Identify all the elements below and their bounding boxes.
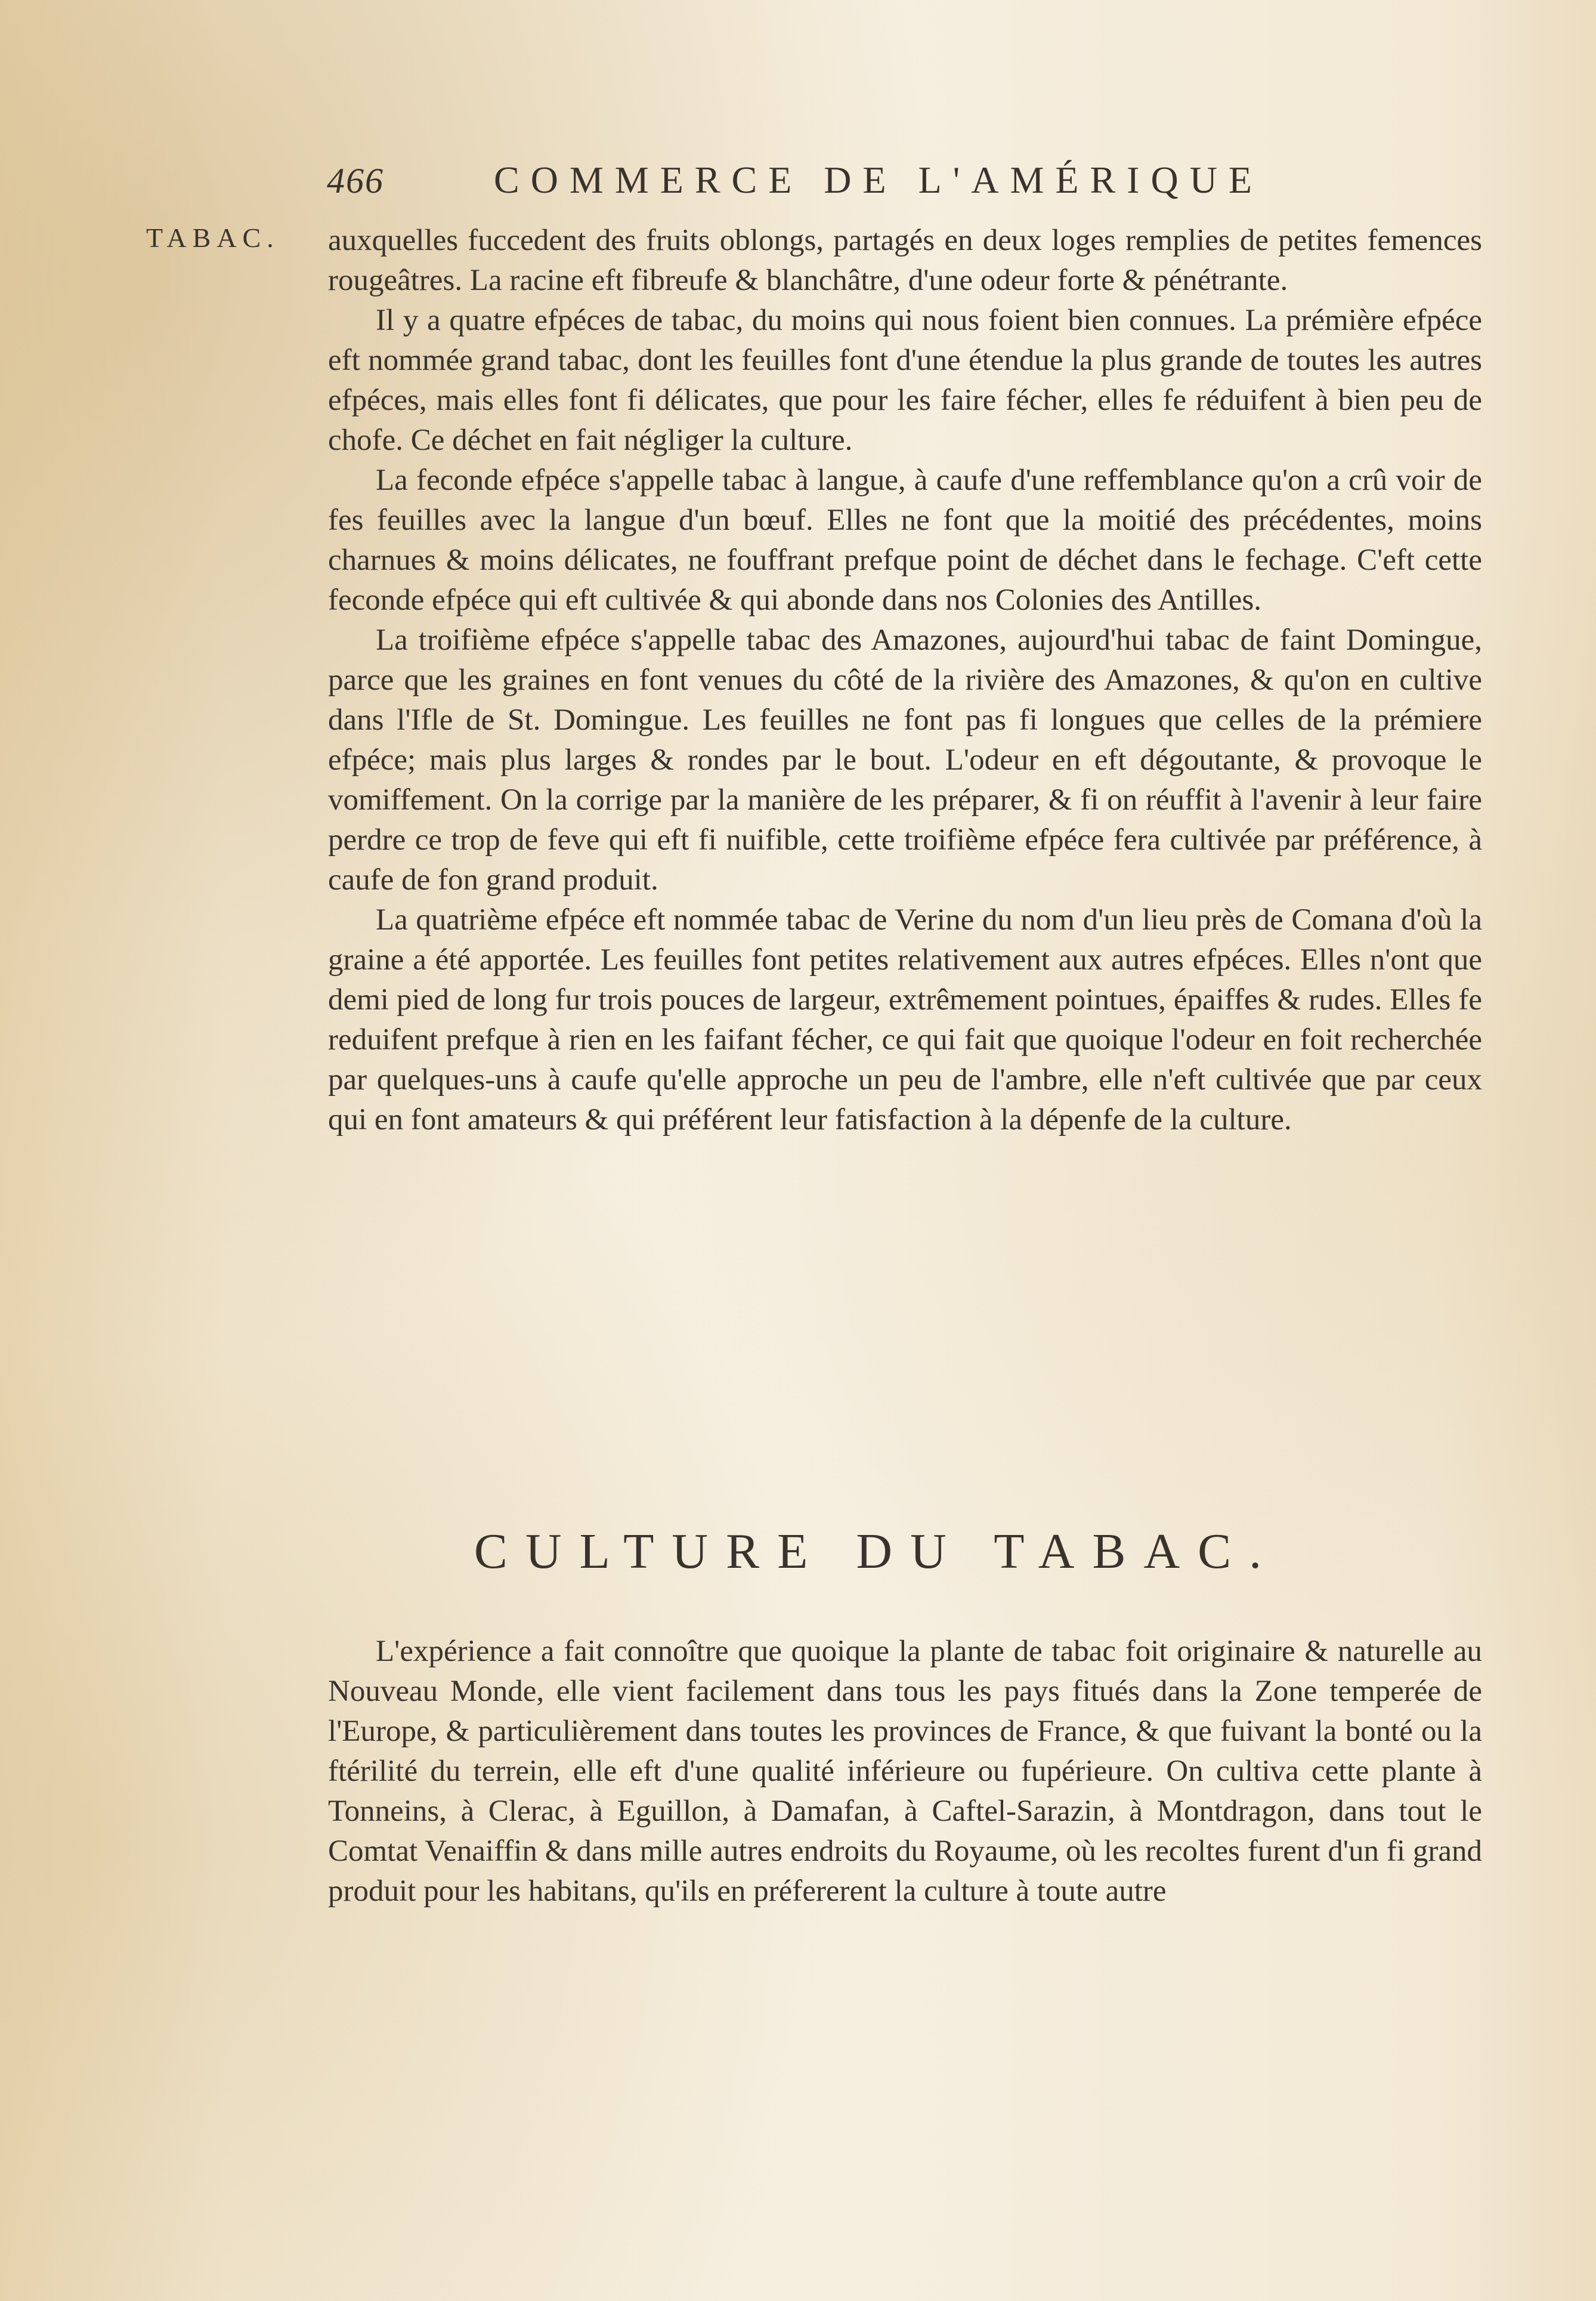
paragraph: La quatrième efpéce eft nommée tabac de Verine du nom d'un lieu près de Comana d'où la graine a été apportée. Les feuilles font petites relativement aux autres efpéces. Elles n'ont que demi pied de long fur trois pouces de largeur, extrêmement pointues, épaiffes & rudes. Elles fe reduifent prefque à rien en les faifant fécher, ce qui fait que quoique l'odeur en foit recherchée par quelques-uns à caufe qu'elle approche un peu de l'ambre, elle n'eft cultivée que par ceux qui en font amateurs & qui préférent leur fatisfaction à la dépenfe de la culture.: [328, 903, 1482, 1136]
page-number: 466: [327, 161, 384, 200]
paragraph: La troifième efpéce s'appelle tabac des Amazones, aujourd'hui tabac de faint Domingue, parce que les graines en font venues du côté de la rivière des Amazones, & qu'on en cultive dans l'Ifle de St. Domingue. Les feuilles ne font pas fi longues que celles de la prémiere efpéce; mais plus larges & rondes par le bout. L'odeur en eft dégoutante, & provoque le vomiffement. On la corrige par la manière de les préparer, & fi on réuffit à l'avenir à leur faire perdre ce trop de feve qui eft fi nuifible, cette troifième efpéce fera cultivée par préférence, à caufe de fon grand produit.: [328, 623, 1482, 897]
section-text: [328, 1632, 1482, 1911]
running-head: [327, 158, 1311, 212]
section-heading: CULTURE DU TABAC.: [474, 1524, 1280, 1579]
paragraph: auxquelles fuccedent des fruits oblongs, partagés en deux loges remplies de petites femences rougeâtres. La racine eft fibreufe & blanchâtre, d'une odeur forte & pénétrante.: [328, 224, 1482, 297]
running-title: COMMERCE DE L'AMÉRIQUE: [494, 159, 1263, 201]
paragraph: La feconde efpéce s'appelle tabac à langue, à caufe d'une reffemblance qu'on a crû voir de fes feuilles avec la langue d'un bœuf. Elles ne font que la moitié des précédentes, moins charnues & moins délicates, ne fouffrant prefque point de déchet dans le fechage. C'eft cette feconde efpéce qui eft cultivée & qui abonde dans nos Colonies des Antilles.: [328, 464, 1482, 617]
margin-note: TABAC.: [146, 223, 280, 253]
paragraph: Il y a quatre efpéces de tabac, du moins qui nous foient bien connues. La prémière efpéce eft nommée grand tabac, dont les feuilles font d'une étendue la plus grande de toutes les autres efpéces, mais elles font fi délicates, que pour les faire fécher, elles fe réduifent à bien peu de chofe. Ce déchet en fait négliger la culture.: [328, 304, 1482, 457]
paragraph: L'expérience a fait connoître que quoique la plante de tabac foit originaire & naturelle au Nouveau Monde, elle vient facilement dans tous les pays fitués dans la Zone temperée de l'Europe, & particulièrement dans toutes les provinces de France, & que fuivant la bonté ou la ftérilité du terrein, elle eft d'une qualité inférieure ou fupérieure. On cultiva cette plante à Tonneins, à Clerac, à Eguillon, à Damafan, à Caftel-Sarazin, à Montdragon, dans tout le Comtat Venaiffin & dans mille autres endroits du Royaume, où les recoltes furent d'un fi grand produit pour les habitans, qu'ils en préfererent la culture à toute autre: [328, 1635, 1482, 1908]
body-text: [328, 221, 1482, 1140]
